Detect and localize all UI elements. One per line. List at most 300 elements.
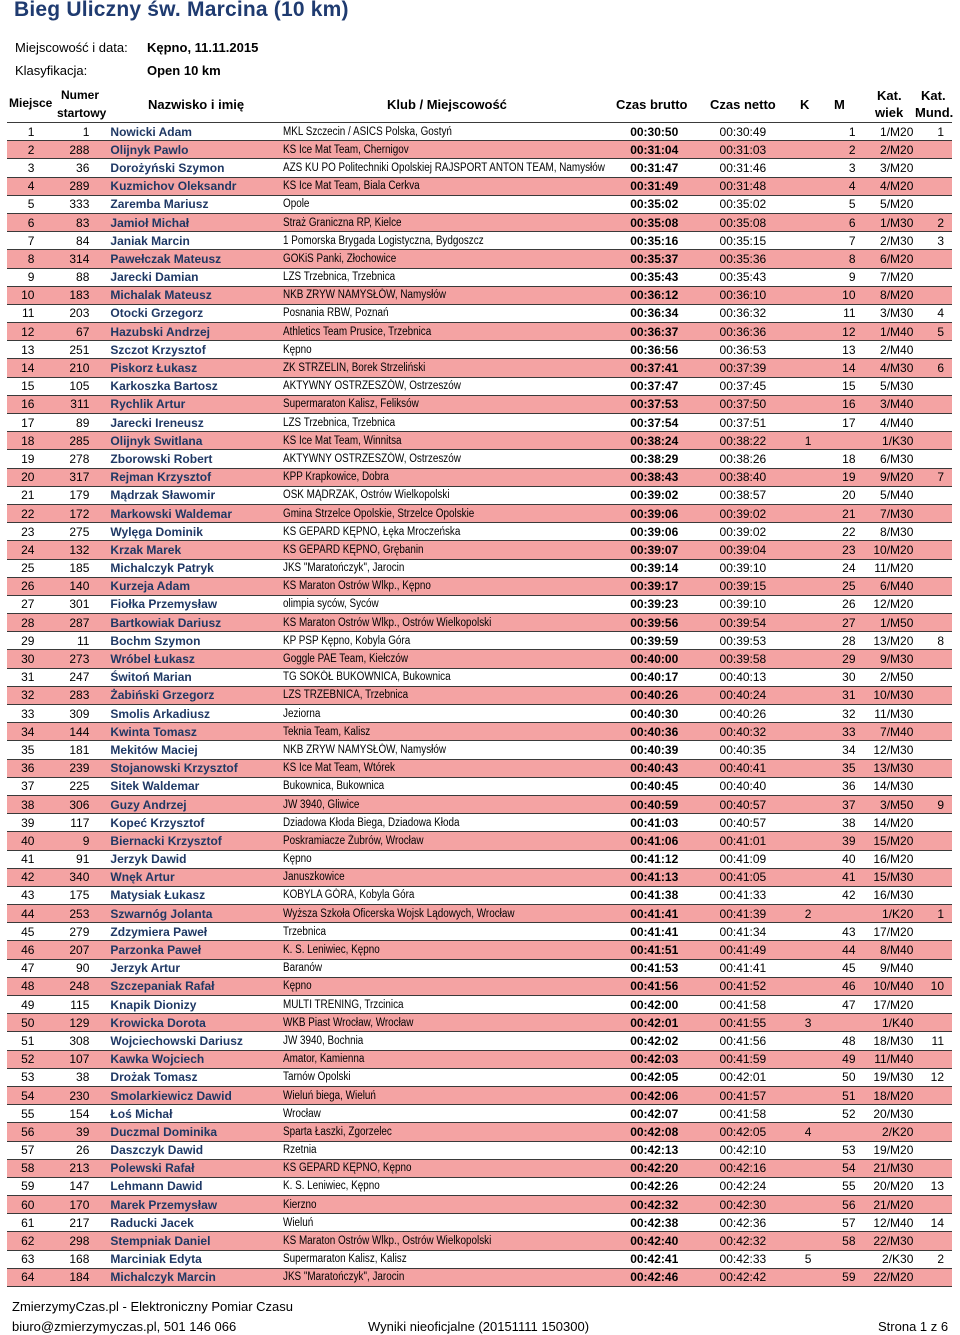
runner-name-cell: Hazubski Andrzej bbox=[103, 323, 283, 341]
uniformed-category-cell bbox=[917, 814, 952, 832]
uniformed-category-cell bbox=[917, 559, 952, 577]
bib-number-cell: 289 bbox=[40, 177, 103, 195]
gross-time-cell: 00:36:37 bbox=[630, 323, 719, 341]
place-cell: 32 bbox=[7, 686, 40, 704]
age-category-cell: 5/M40 bbox=[858, 486, 918, 504]
club-cell bbox=[283, 123, 630, 141]
men-place-cell: 5 bbox=[827, 195, 857, 213]
club-text: Jeziorna bbox=[283, 707, 321, 720]
net-time-cell: 00:40:57 bbox=[720, 795, 805, 813]
age-category-cell: 3/M40 bbox=[858, 395, 918, 413]
women-place-cell bbox=[805, 759, 827, 777]
bib-number-cell: 11 bbox=[40, 632, 103, 650]
net-time-cell: 00:41:58 bbox=[720, 996, 805, 1014]
table-header bbox=[0, 88, 960, 122]
place-cell: 26 bbox=[7, 577, 40, 595]
club-text: Kępno bbox=[283, 980, 312, 993]
club-text: MKL Szczecin / ASICS Polska, Gostyń bbox=[283, 125, 452, 138]
uniformed-category-cell bbox=[917, 504, 952, 522]
table-row bbox=[7, 1250, 952, 1268]
table-row bbox=[7, 1123, 952, 1141]
men-place-cell bbox=[827, 1250, 857, 1268]
club-text: Straż Graniczna RP, Kielce bbox=[283, 216, 402, 229]
men-place-cell: 54 bbox=[827, 1159, 857, 1177]
men-place-cell: 34 bbox=[827, 741, 857, 759]
net-time-cell: 00:41:01 bbox=[720, 832, 805, 850]
club-cell bbox=[283, 286, 630, 304]
table-row bbox=[7, 777, 952, 795]
club-text: KPP Krapkowice, Dobra bbox=[283, 471, 389, 484]
age-category-cell: 17/M20 bbox=[858, 996, 918, 1014]
place-cell: 45 bbox=[7, 923, 40, 941]
runner-name-cell: Daszczyk Dawid bbox=[103, 1141, 283, 1159]
club-text: Januszkowice bbox=[283, 871, 345, 884]
uniformed-category-cell bbox=[917, 377, 952, 395]
age-category-cell: 13/M20 bbox=[858, 632, 918, 650]
club-cell bbox=[283, 977, 630, 995]
gross-time-cell: 00:40:30 bbox=[630, 705, 719, 723]
club-cell bbox=[283, 486, 630, 504]
women-place-cell bbox=[805, 1105, 827, 1123]
net-time-cell: 00:39:02 bbox=[720, 504, 805, 522]
runner-name-cell: Wnęk Artur bbox=[103, 868, 283, 886]
club-text: KS Ice Mat Team, Chernigov bbox=[283, 143, 409, 156]
place-cell: 62 bbox=[7, 1232, 40, 1250]
uniformed-category-cell bbox=[917, 1141, 952, 1159]
table-row bbox=[7, 523, 952, 541]
age-category-cell: 21/M30 bbox=[858, 1159, 918, 1177]
uniformed-category-cell bbox=[917, 1123, 952, 1141]
net-time-cell: 00:40:32 bbox=[720, 723, 805, 741]
bib-number-cell: 132 bbox=[40, 541, 103, 559]
table-row bbox=[7, 1086, 952, 1104]
women-place-cell bbox=[805, 705, 827, 723]
bib-number-cell: 279 bbox=[40, 923, 103, 941]
table-row bbox=[7, 614, 952, 632]
women-place-cell bbox=[805, 577, 827, 595]
women-place-cell bbox=[805, 123, 827, 141]
gross-time-cell: 00:42:02 bbox=[630, 1032, 719, 1050]
club-text: KS GEPARD KĘPNO, Łęka Mroczeńska bbox=[283, 525, 461, 538]
header-mund-line2: Mund. bbox=[915, 105, 954, 120]
club-text: JW 3940, Gliwice bbox=[283, 798, 360, 811]
bib-number-cell: 117 bbox=[40, 814, 103, 832]
place-cell: 15 bbox=[7, 377, 40, 395]
men-place-cell: 56 bbox=[827, 1196, 857, 1214]
table-row bbox=[7, 1105, 952, 1123]
place-cell: 61 bbox=[7, 1214, 40, 1232]
gross-time-cell: 00:37:47 bbox=[630, 377, 719, 395]
table-row bbox=[7, 414, 952, 432]
men-place-cell: 10 bbox=[827, 286, 857, 304]
club-text: MULTI TRENING, Trzcinica bbox=[283, 998, 404, 1011]
women-place-cell bbox=[805, 250, 827, 268]
net-time-cell: 00:36:10 bbox=[720, 286, 805, 304]
table-row bbox=[7, 595, 952, 613]
club-cell bbox=[283, 1141, 630, 1159]
table-row bbox=[7, 341, 952, 359]
place-cell: 39 bbox=[7, 814, 40, 832]
uniformed-category-cell bbox=[917, 341, 952, 359]
bib-number-cell: 278 bbox=[40, 450, 103, 468]
place-cell: 53 bbox=[7, 1068, 40, 1086]
club-cell bbox=[283, 432, 630, 450]
runner-name-cell: Marek Przemysław bbox=[103, 1196, 283, 1214]
net-time-cell: 00:39:02 bbox=[720, 523, 805, 541]
age-category-cell: 7/M30 bbox=[858, 504, 918, 522]
age-category-cell: 6/M30 bbox=[858, 450, 918, 468]
bib-number-cell: 185 bbox=[40, 559, 103, 577]
women-place-cell bbox=[805, 668, 827, 686]
net-time-cell: 00:41:57 bbox=[720, 1086, 805, 1104]
place-cell: 41 bbox=[7, 850, 40, 868]
net-time-cell: 00:41:05 bbox=[720, 868, 805, 886]
club-text: AZS KU PO Politechniki Opolskiej RAJSPORT ANTON TEAM, Namysłów bbox=[283, 161, 605, 174]
club-text: WKB Piast Wrocław, Wrocław bbox=[283, 1016, 414, 1029]
women-place-cell bbox=[805, 468, 827, 486]
uniformed-category-cell: 2 bbox=[917, 213, 952, 231]
place-cell: 21 bbox=[7, 486, 40, 504]
table-row bbox=[7, 395, 952, 413]
age-category-cell: 19/M20 bbox=[858, 1141, 918, 1159]
uniformed-category-cell bbox=[917, 668, 952, 686]
place-cell: 6 bbox=[7, 213, 40, 231]
club-text: Goggle PAE Team, Kiełczów bbox=[283, 653, 409, 666]
place-cell: 34 bbox=[7, 723, 40, 741]
place-cell: 23 bbox=[7, 523, 40, 541]
table-row bbox=[7, 250, 952, 268]
club-text: Poskramiacze Żubrów, Wrocław bbox=[283, 834, 424, 847]
age-category-cell: 1/M40 bbox=[858, 323, 918, 341]
club-cell bbox=[283, 1105, 630, 1123]
men-place-cell: 35 bbox=[827, 759, 857, 777]
age-category-cell: 1/K40 bbox=[858, 1014, 918, 1032]
net-time-cell: 00:38:26 bbox=[720, 450, 805, 468]
place-cell: 8 bbox=[7, 250, 40, 268]
table-row bbox=[7, 1032, 952, 1050]
gross-time-cell: 00:42:13 bbox=[630, 1141, 719, 1159]
table-row bbox=[7, 541, 952, 559]
bib-number-cell: 26 bbox=[40, 1141, 103, 1159]
net-time-cell: 00:35:02 bbox=[720, 195, 805, 213]
uniformed-category-cell bbox=[917, 850, 952, 868]
gross-time-cell: 00:41:06 bbox=[630, 832, 719, 850]
women-place-cell bbox=[805, 650, 827, 668]
club-text: KS Maraton Ostrów Wlkp., Kępno bbox=[283, 580, 431, 593]
uniformed-category-cell bbox=[917, 577, 952, 595]
bib-number-cell: 84 bbox=[40, 232, 103, 250]
header-kat-line1: Kat. bbox=[877, 88, 902, 103]
men-place-cell: 24 bbox=[827, 559, 857, 577]
gross-time-cell: 00:39:56 bbox=[630, 614, 719, 632]
club-text: KOBYLA GÓRA, Kobyla Góra bbox=[283, 889, 415, 902]
uniformed-category-cell bbox=[917, 777, 952, 795]
net-time-cell: 00:35:08 bbox=[720, 213, 805, 231]
runner-name-cell: Świtoń Marian bbox=[103, 668, 283, 686]
bib-number-cell: 213 bbox=[40, 1159, 103, 1177]
women-place-cell bbox=[805, 159, 827, 177]
women-place-cell bbox=[805, 959, 827, 977]
header-number-line1: Numer bbox=[61, 88, 100, 102]
runner-name-cell: Duczmal Dominika bbox=[103, 1123, 283, 1141]
men-place-cell: 44 bbox=[827, 941, 857, 959]
place-cell: 30 bbox=[7, 650, 40, 668]
age-category-cell: 7/M40 bbox=[858, 723, 918, 741]
gross-time-cell: 00:35:43 bbox=[630, 268, 719, 286]
place-cell: 25 bbox=[7, 559, 40, 577]
uniformed-category-cell bbox=[917, 832, 952, 850]
net-time-cell: 00:41:39 bbox=[720, 905, 805, 923]
runner-name-cell: Karkoszka Bartosz bbox=[103, 377, 283, 395]
men-place-cell: 3 bbox=[827, 159, 857, 177]
gross-time-cell: 00:40:00 bbox=[630, 650, 719, 668]
gross-time-cell: 00:35:02 bbox=[630, 195, 719, 213]
uniformed-category-cell: 7 bbox=[917, 468, 952, 486]
gross-time-cell: 00:37:54 bbox=[630, 414, 719, 432]
club-cell bbox=[283, 177, 630, 195]
runner-name-cell: Smolarkiewicz Dawid bbox=[103, 1086, 283, 1104]
gross-time-cell: 00:38:29 bbox=[630, 450, 719, 468]
place-cell: 43 bbox=[7, 886, 40, 904]
bib-number-cell: 39 bbox=[40, 1123, 103, 1141]
place-cell: 3 bbox=[7, 159, 40, 177]
place-cell: 14 bbox=[7, 359, 40, 377]
net-time-cell: 00:30:49 bbox=[720, 123, 805, 141]
club-cell bbox=[283, 941, 630, 959]
club-cell bbox=[283, 250, 630, 268]
runner-name-cell: Kawka Wojciech bbox=[103, 1050, 283, 1068]
bib-number-cell: 36 bbox=[40, 159, 103, 177]
age-category-cell: 9/M20 bbox=[858, 468, 918, 486]
bib-number-cell: 248 bbox=[40, 977, 103, 995]
net-time-cell: 00:42:10 bbox=[720, 1141, 805, 1159]
runner-name-cell: Szczepaniak Rafał bbox=[103, 977, 283, 995]
club-cell bbox=[283, 541, 630, 559]
age-category-cell: 14/M20 bbox=[858, 814, 918, 832]
net-time-cell: 00:41:55 bbox=[720, 1014, 805, 1032]
gross-time-cell: 00:31:47 bbox=[630, 159, 719, 177]
club-cell bbox=[283, 414, 630, 432]
women-place-cell bbox=[805, 814, 827, 832]
gross-time-cell: 00:42:00 bbox=[630, 996, 719, 1014]
club-cell bbox=[283, 923, 630, 941]
net-time-cell: 00:42:42 bbox=[720, 1268, 805, 1286]
bib-number-cell: 107 bbox=[40, 1050, 103, 1068]
men-place-cell: 57 bbox=[827, 1214, 857, 1232]
men-place-cell: 49 bbox=[827, 1050, 857, 1068]
gross-time-cell: 00:41:41 bbox=[630, 923, 719, 941]
club-text: Trzebnica bbox=[283, 925, 327, 938]
table-row bbox=[7, 832, 952, 850]
club-cell bbox=[283, 1014, 630, 1032]
bib-number-cell: 340 bbox=[40, 868, 103, 886]
place-date-value: Kępno, 11.11.2015 bbox=[147, 40, 259, 55]
place-cell: 29 bbox=[7, 632, 40, 650]
club-text: Tarnów Opolski bbox=[283, 1071, 351, 1084]
place-cell: 18 bbox=[7, 432, 40, 450]
place-cell: 35 bbox=[7, 741, 40, 759]
men-place-cell: 13 bbox=[827, 341, 857, 359]
gross-time-cell: 00:37:53 bbox=[630, 395, 719, 413]
women-place-cell bbox=[805, 1068, 827, 1086]
table-row bbox=[7, 941, 952, 959]
runner-name-cell: Olijnyk Pawlo bbox=[103, 141, 283, 159]
women-place-cell bbox=[805, 341, 827, 359]
uniformed-category-cell bbox=[917, 250, 952, 268]
women-place-cell bbox=[805, 686, 827, 704]
club-cell bbox=[283, 1196, 630, 1214]
men-place-cell: 20 bbox=[827, 486, 857, 504]
bib-number-cell: 314 bbox=[40, 250, 103, 268]
women-place-cell bbox=[805, 1086, 827, 1104]
men-place-cell: 29 bbox=[827, 650, 857, 668]
age-category-cell: 2/K30 bbox=[858, 1250, 918, 1268]
club-cell bbox=[283, 686, 630, 704]
women-place-cell bbox=[805, 1141, 827, 1159]
age-category-cell: 8/M40 bbox=[858, 941, 918, 959]
women-place-cell bbox=[805, 395, 827, 413]
place-cell: 36 bbox=[7, 759, 40, 777]
runner-name-cell: Drożak Tomasz bbox=[103, 1068, 283, 1086]
men-place-cell bbox=[827, 1123, 857, 1141]
club-text: Dziadowa Kłoda Biega, Dziadowa Kłoda bbox=[283, 816, 460, 829]
gross-time-cell: 00:39:07 bbox=[630, 541, 719, 559]
men-place-cell: 47 bbox=[827, 996, 857, 1014]
place-cell: 4 bbox=[7, 177, 40, 195]
club-text: TG SOKÓŁ BUKOWNICA, Bukownica bbox=[283, 671, 451, 684]
club-cell bbox=[283, 1050, 630, 1068]
runner-name-cell: Mekitów Maciej bbox=[103, 741, 283, 759]
club-text: Baranów bbox=[283, 962, 323, 975]
club-text: olimpia syców, Syców bbox=[283, 598, 379, 611]
place-cell: 47 bbox=[7, 959, 40, 977]
net-time-cell: 00:39:04 bbox=[720, 541, 805, 559]
table-row bbox=[7, 377, 952, 395]
age-category-cell: 8/M30 bbox=[858, 523, 918, 541]
uniformed-category-cell bbox=[917, 705, 952, 723]
net-time-cell: 00:42:01 bbox=[720, 1068, 805, 1086]
uniformed-category-cell bbox=[917, 141, 952, 159]
runner-name-cell: Sitek Waldemar bbox=[103, 777, 283, 795]
men-place-cell: 22 bbox=[827, 523, 857, 541]
gross-time-cell: 00:38:24 bbox=[630, 432, 719, 450]
club-cell bbox=[283, 632, 630, 650]
table-row bbox=[7, 959, 952, 977]
uniformed-category-cell bbox=[917, 395, 952, 413]
age-category-cell: 1/K20 bbox=[858, 905, 918, 923]
table-row bbox=[7, 996, 952, 1014]
club-cell bbox=[283, 1268, 630, 1286]
men-place-cell: 11 bbox=[827, 304, 857, 322]
gross-time-cell: 00:41:41 bbox=[630, 905, 719, 923]
gross-time-cell: 00:31:04 bbox=[630, 141, 719, 159]
table-row bbox=[7, 177, 952, 195]
table-row bbox=[7, 268, 952, 286]
age-category-cell: 12/M20 bbox=[858, 595, 918, 613]
club-cell bbox=[283, 759, 630, 777]
women-place-cell: 4 bbox=[805, 1123, 827, 1141]
net-time-cell: 00:38:22 bbox=[720, 432, 805, 450]
place-cell: 54 bbox=[7, 1086, 40, 1104]
club-cell bbox=[283, 795, 630, 813]
place-cell: 12 bbox=[7, 323, 40, 341]
men-place-cell: 17 bbox=[827, 414, 857, 432]
age-category-cell: 18/M30 bbox=[858, 1032, 918, 1050]
club-text: Amator, Kamienna bbox=[283, 1053, 365, 1066]
men-place-cell: 36 bbox=[827, 777, 857, 795]
uniformed-category-cell bbox=[917, 941, 952, 959]
club-cell bbox=[283, 1032, 630, 1050]
table-row bbox=[7, 159, 952, 177]
place-cell: 16 bbox=[7, 395, 40, 413]
place-cell: 20 bbox=[7, 468, 40, 486]
club-cell bbox=[283, 523, 630, 541]
club-text: LZS Trzebnica, Trzebnica bbox=[283, 271, 396, 284]
club-cell bbox=[283, 559, 630, 577]
runner-name-cell: Wojciechowski Dariusz bbox=[103, 1032, 283, 1050]
men-place-cell: 53 bbox=[827, 1141, 857, 1159]
runner-name-cell: Parzonka Paweł bbox=[103, 941, 283, 959]
age-category-cell: 11/M30 bbox=[858, 705, 918, 723]
bib-number-cell: 89 bbox=[40, 414, 103, 432]
age-category-cell: 16/M30 bbox=[858, 886, 918, 904]
net-time-cell: 00:40:13 bbox=[720, 668, 805, 686]
club-cell bbox=[283, 359, 630, 377]
men-place-cell: 16 bbox=[827, 395, 857, 413]
gross-time-cell: 00:40:36 bbox=[630, 723, 719, 741]
net-time-cell: 00:37:51 bbox=[720, 414, 805, 432]
gross-time-cell: 00:42:40 bbox=[630, 1232, 719, 1250]
women-place-cell bbox=[805, 777, 827, 795]
uniformed-category-cell: 13 bbox=[917, 1177, 952, 1195]
bib-number-cell: 230 bbox=[40, 1086, 103, 1104]
bib-number-cell: 172 bbox=[40, 504, 103, 522]
gross-time-cell: 00:30:50 bbox=[630, 123, 719, 141]
bib-number-cell: 91 bbox=[40, 850, 103, 868]
bib-number-cell: 129 bbox=[40, 1014, 103, 1032]
table-row bbox=[7, 141, 952, 159]
age-category-cell: 2/M50 bbox=[858, 668, 918, 686]
table-row bbox=[7, 504, 952, 522]
table-row bbox=[7, 850, 952, 868]
age-category-cell: 12/M40 bbox=[858, 1214, 918, 1232]
age-category-cell: 1/K30 bbox=[858, 432, 918, 450]
table-row bbox=[7, 123, 952, 141]
net-time-cell: 00:31:03 bbox=[720, 141, 805, 159]
net-time-cell: 00:35:43 bbox=[720, 268, 805, 286]
table-row bbox=[7, 886, 952, 904]
table-row bbox=[7, 1141, 952, 1159]
age-category-cell: 14/M30 bbox=[858, 777, 918, 795]
club-text: Bukownica, Bukownica bbox=[283, 780, 385, 793]
table-row bbox=[7, 559, 952, 577]
classification-value: Open 10 km bbox=[147, 63, 221, 78]
runner-name-cell: Fiołka Przemysław bbox=[103, 595, 283, 613]
net-time-cell: 00:42:05 bbox=[720, 1123, 805, 1141]
club-text: KS GEPARD KĘPNO, Kępno bbox=[283, 1162, 412, 1175]
bib-number-cell: 183 bbox=[40, 286, 103, 304]
women-place-cell bbox=[805, 1177, 827, 1195]
men-place-cell: 18 bbox=[827, 450, 857, 468]
men-place-cell: 27 bbox=[827, 614, 857, 632]
bib-number-cell: 175 bbox=[40, 886, 103, 904]
table-row bbox=[7, 486, 952, 504]
age-category-cell: 6/M20 bbox=[858, 250, 918, 268]
net-time-cell: 00:41:49 bbox=[720, 941, 805, 959]
club-text: K. S. Leniwiec, Kępno bbox=[283, 1180, 380, 1193]
club-cell bbox=[283, 777, 630, 795]
runner-name-cell: Bochm Szymon bbox=[103, 632, 283, 650]
